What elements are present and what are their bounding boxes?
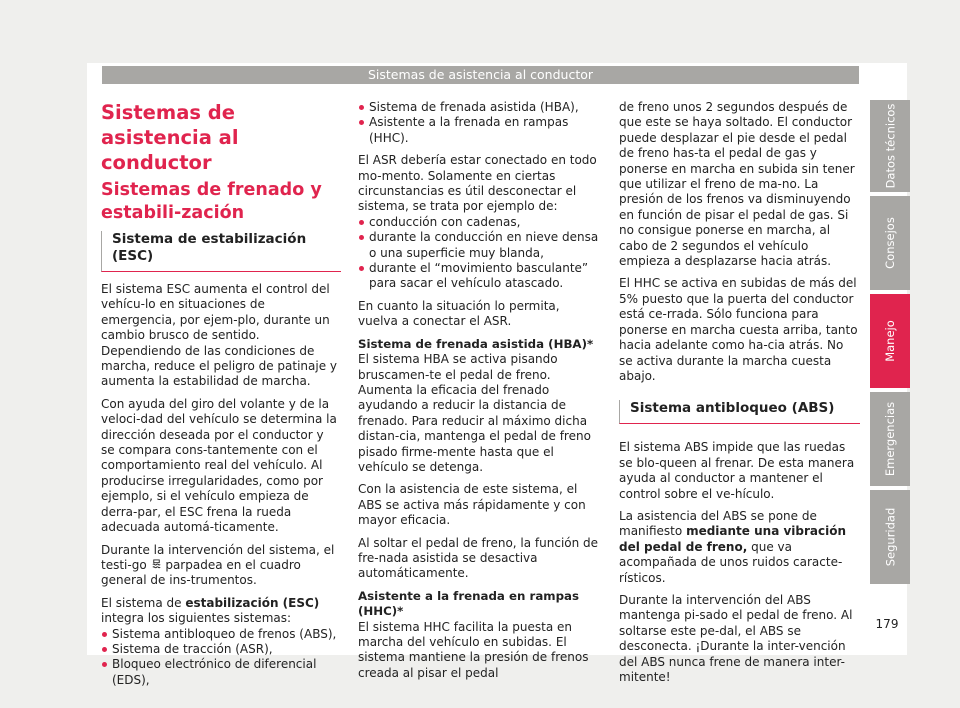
tab-label: Manejo	[883, 320, 898, 362]
tab-label: Datos técnicos	[883, 103, 897, 189]
paragraph: El sistema HBA se activa pisando bruscamen-te el pedal de freno. Aumenta la eficacia del frenado ayudando a reducir la distancia de frenado. Para reducir al máximo dicha distan-cia, mantenga el pedal de freno pisado firme-mente hasta que el vehículo se detenga.	[358, 352, 591, 474]
paragraph: El sistema ABS impide que las ruedas se blo-queen al frenar. De esta manera ayuda al conductor a mantener el control sobre el ve-hículo.	[619, 440, 855, 501]
text: parpadea en el cuadro general de ins-trumentos.	[101, 557, 301, 588]
column-1	[101, 100, 341, 695]
bold-term: estabilización (ESC)	[185, 595, 320, 610]
tab-label: Emergencias	[883, 401, 898, 477]
list-item: Sistema de tracción (ASR),	[101, 642, 341, 657]
section-heading-abs: Sistema antibloqueo (ABS)	[619, 400, 860, 424]
paragraph: El HHC se activa en subidas de más del 5% puesto que la puerta del conductor está ce-rrada. Sólo funciona para ponerse en marcha cuesta arriba, tanto hacia adelante como ha-cia atrás. No se activa durante la marcha cuesta abajo.	[619, 276, 858, 383]
paragraph: El ASR debería estar conectado en todo mo-mento. Solamente en ciertas circunstancias es útil desconectar el sistema, se trata por ejemplo de:	[358, 153, 597, 214]
paragraph: Al soltar el pedal de freno, la función de fre-nada asistida se desactiva automáticamente.	[358, 535, 599, 581]
page-title: Sistemas de asistencia al conductor	[101, 101, 239, 174]
paragraph	[101, 543, 341, 589]
tab-consejos[interactable]	[870, 196, 910, 290]
bullet-list	[101, 627, 341, 689]
text: Durante la intervención del sistema, el testi-go	[101, 542, 335, 572]
text: integra los siguientes sistemas:	[101, 611, 292, 626]
bullet-list	[358, 215, 601, 292]
tab-seguridad[interactable]	[870, 490, 910, 584]
page-number: 179	[875, 617, 899, 631]
paragraph: Con la asistencia de este sistema, el ABS se activa más rápidamente y con mayor eficacia.	[358, 482, 586, 528]
list-item: durante la conducción en nieve densa o una superficie muy blanda,	[358, 230, 601, 261]
paragraph: El sistema ESC aumenta el control del vehícu-lo en situaciones de emergencia, por ejem-plo, durante un cambio brusco de sentido. Dependiendo de las condiciones de marcha, reduce el peligro de patinaje y aumenta la estabilidad de marcha.	[101, 282, 338, 389]
subheading-hba: Sistema de frenada asistida (HBA)*	[358, 336, 594, 351]
list-item: Asistente a la frenada en rampas (HHC).	[358, 115, 601, 146]
list-item: durante el “movimiento basculante” para sacar el vehículo atascado.	[358, 261, 601, 292]
text: El sistema de	[101, 595, 182, 610]
paragraph	[619, 509, 860, 586]
list-item: conducción con cadenas,	[358, 215, 601, 230]
chapter-subtitle: Sistemas de frenado y estabili-zación	[101, 180, 322, 223]
paragraph: de freno unos 2 segundos después de que este se haya soltado. El conductor puede desplazar el pie desde el pedal de freno has-ta el pedal de gas y ponerse en marcha en subida sin tener que utilizar el freno de ma-no. La presión de los frenos va disminuyendo en función de pisar el pedal de gas. Si no consigue ponerse en marcha, al cabo de 2 segundos el vehículo empieza a desplazarse hacia atrás.	[619, 100, 855, 269]
text: que va acompañada de unos ruidos caracte-rísticos.	[619, 539, 843, 585]
paragraph: El sistema HHC facilita la puesta en marcha del vehículo en subidas. El sistema mantiene la presión de frenos creada al pisar el pedal	[358, 619, 589, 680]
column-2	[358, 100, 601, 688]
bold-term: mediante una vibración del pedal de freno,	[619, 524, 847, 554]
esc-warning-icon	[151, 559, 162, 570]
paragraph: Durante la intervención del ABS mantenga pi-sado el pedal de freno. Al soltarse este pe-dal, el ABS se desconecta. ¡Durante la inter-vención del ABS nunca frene de manera inter-mitente!	[619, 592, 853, 684]
text: La asistencia del ABS se pone de manifiesto	[619, 508, 817, 539]
list-item: Sistema antibloqueo de frenos (ABS),	[101, 627, 341, 642]
chapter-tabs	[870, 100, 910, 588]
tab-datos-tecnicos[interactable]	[870, 100, 910, 192]
tab-label: Seguridad	[883, 507, 898, 567]
section-heading-esc: Sistema de estabilización (ESC)	[101, 231, 341, 272]
tab-manejo[interactable]	[870, 294, 910, 388]
column-3	[619, 100, 860, 692]
bullet-list	[358, 100, 601, 146]
paragraph	[101, 596, 341, 627]
list-item: Bloqueo electrónico de diferencial (EDS),	[101, 657, 341, 688]
running-header: Sistemas de asistencia al conductor	[102, 66, 859, 84]
paragraph: En cuanto la situación lo permita, vuelva a conectar el ASR.	[358, 298, 560, 329]
list-item: Sistema de frenada asistida (HBA),	[358, 100, 601, 115]
paragraph: Con ayuda del giro del volante y de la veloci-dad del vehículo se determina la dirección deseada por el conductor y se compara cons-tantemente con el comportamiento real del vehículo. Al producirse irregularidades, como por ejemplo, si el vehículo empieza de derra-par, el ESC frena la rueda adecuada automá-ticamente.	[101, 396, 337, 535]
subheading-hhc: Asistente a la frenada en rampas (HHC)*	[358, 588, 580, 619]
tab-label: Consejos	[883, 217, 897, 269]
tab-emergencias[interactable]	[870, 392, 910, 486]
